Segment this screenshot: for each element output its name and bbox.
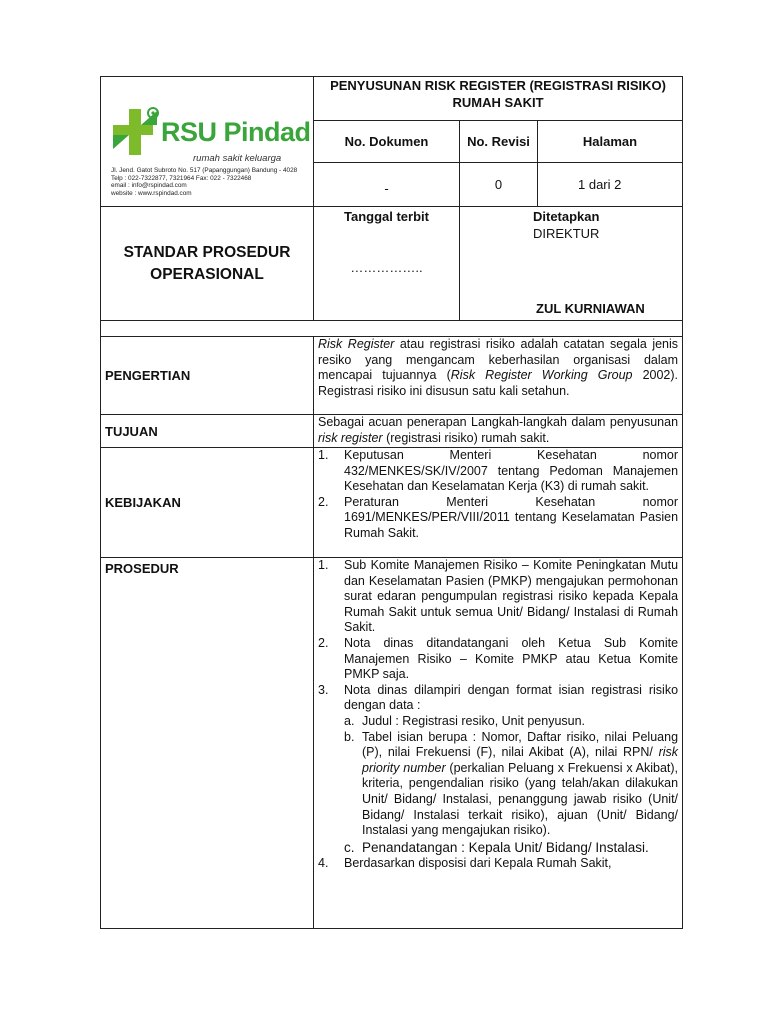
- kebijakan-list: [318, 448, 678, 542]
- pengertian-source: Risk Register Working Group: [450, 368, 633, 383]
- sop-table: [100, 76, 683, 929]
- list-item: 3. Nota dinas dilampiri dengan format isian registrasi risiko dengan data : a. Judul : Registrasi resiko, Unit penyusun. b. Tabel isian berupa : Nomor, Daftar risiko, nilai Peluang (P), nilai Frekuensi (F), nilai Akibat (A), nilai RPN/ risk priority number (perkalian Peluang x Frekuensi x Akibat), kriteria, pengendalian risiko (yang telah/akan dilakukan Unit/ Bidang/ Instalasi, penanggung jawab risiko (Unit/ Bidang/ Instalasi terkait risiko), ajuan (Unit/ Bidang/ Instalasi yang mengajukan risiko). c. Penandatangan : Kepala Unit/ Bidang/ Instalasi.: [318, 682, 679, 855]
- no-revisi-value: 0: [460, 163, 538, 207]
- hospital-cross-icon: [109, 105, 161, 159]
- phone-line: Telp : 022-7322877, 7321964 Fax: 022 - 7322468: [111, 174, 252, 182]
- logo-cell: [101, 77, 314, 207]
- tanggal-terbit-label: Tanggal terbit: [344, 209, 429, 224]
- address-line: Jl. Jend. Gatot Subroto No. 517 (Papanggungan) Bandung - 4028: [111, 167, 298, 174]
- pengertian-content: [314, 337, 683, 415]
- document-title: PENYUSUNAN RISK REGISTER (REGISTRASI RISIKO) RUMAH SAKIT: [314, 77, 683, 121]
- no-revisi-label: No. Revisi: [460, 121, 538, 163]
- logo-tagline: rumah sakit keluarga: [193, 153, 282, 164]
- ditetapkan-cell: [460, 207, 683, 321]
- website-line: website : www.rspindad.com: [111, 189, 192, 197]
- list-item: 2. Peraturan Menteri Kesehatan nomor 1691/MENKES/PER/VIII/2011 tentang Keselamatan Pasien Rumah Sakit.: [318, 494, 679, 540]
- pengertian-text: atau registrasi risiko adalah catatan segala jenis resiko yang mengancam keberhasilan organisasi dalam mencapai tujuannya (: [318, 337, 679, 383]
- sop-title: STANDAR PROSEDUR OPERASIONAL: [101, 207, 314, 321]
- halaman-value: 1 dari 2: [538, 163, 683, 207]
- pengertian-term: Risk Register: [318, 337, 395, 351]
- tanggal-terbit-cell: [314, 207, 460, 321]
- kebijakan-content: [314, 448, 683, 558]
- email-line: email : info@rspindad.com: [111, 182, 187, 190]
- logo-address: [111, 167, 314, 197]
- list-item: 1. Sub Komite Manajemen Risiko – Komite Peningkatan Mutu dan Keselamatan Pasien (PMKP) mengajukan permohonan surat edaran pengumpulan registrasi risiko kepada Kepala Rumah Sakit untuk semua Unit/ Bidang/ Instalasi di Rumah Sakit.: [318, 558, 679, 635]
- prosedur-label: PROSEDUR: [101, 558, 314, 929]
- tujuan-content: [314, 415, 683, 448]
- prosedur-list: [318, 558, 678, 871]
- prosedur-content: [314, 558, 683, 929]
- tujuan-label: TUJUAN: [101, 415, 314, 448]
- list-item: 4. Berdasarkan disposisi dari Kepala Rumah Sakit,: [318, 855, 612, 870]
- list-item: b. Tabel isian berupa : Nomor, Daftar risiko, nilai Peluang (P), nilai Frekuensi (F), nilai Akibat (A), nilai RPN/ risk priority number (perkalian Peluang x Frekuensi x Akibat), kriteria, pengendalian risiko (yang telah/akan dilakukan Unit/ Bidang/ Instalasi, penanggung jawab risiko (Unit/ Bidang/ Instalasi terkait risiko), ajuan (Unit/ Bidang/ Instalasi yang mengajukan risiko).: [344, 729, 679, 838]
- ditetapkan-label: Ditetapkan: [533, 209, 600, 224]
- ditetapkan-name: ZUL KURNIAWAN: [536, 301, 645, 316]
- pengertian-label: PENGERTIAN: [101, 337, 314, 415]
- spacer-row: [101, 321, 683, 337]
- ditetapkan-role: DIREKTUR: [533, 226, 600, 241]
- pengertian-text-end: 2002). Registrasi risiko ini disusun satu kali setahun.: [318, 368, 679, 398]
- list-item: 1. Keputusan Menteri Kesehatan nomor 432/MENKES/SK/IV/2007 tentang Pedoman Manajemen Kesehatan dan Keselamatan Kerja (K3) di rumah sakit.: [318, 448, 679, 494]
- list-item: 2. Nota dinas ditandatangani oleh Ketua Sub Komite Manajemen Risiko – Komite PMKP atau Ketua Komite PMKP saja.: [318, 635, 679, 682]
- tanggal-terbit-value: ……………..: [350, 260, 423, 275]
- list-item: c. Penandatangan : Kepala Unit/ Bidang/ Instalasi.: [344, 839, 649, 855]
- hospital-logo: [109, 105, 314, 197]
- list-item: a. Judul : Registrasi resiko, Unit penyusun.: [344, 713, 586, 728]
- prosedur-sublist: [344, 714, 678, 856]
- tujuan-term: risk register: [318, 430, 383, 445]
- tujuan-text-end: (registrasi risiko) rumah sakit.: [382, 430, 550, 445]
- no-dokumen-label: No. Dokumen: [314, 121, 460, 163]
- kebijakan-label: KEBIJAKAN: [101, 448, 314, 558]
- no-dokumen-value: -: [314, 163, 460, 207]
- tujuan-text: Sebagai acuan penerapan Langkah-langkah dalam penyusunan: [318, 415, 679, 429]
- halaman-label: Halaman: [538, 121, 683, 163]
- logo-name: RSU Pindad: [161, 116, 311, 147]
